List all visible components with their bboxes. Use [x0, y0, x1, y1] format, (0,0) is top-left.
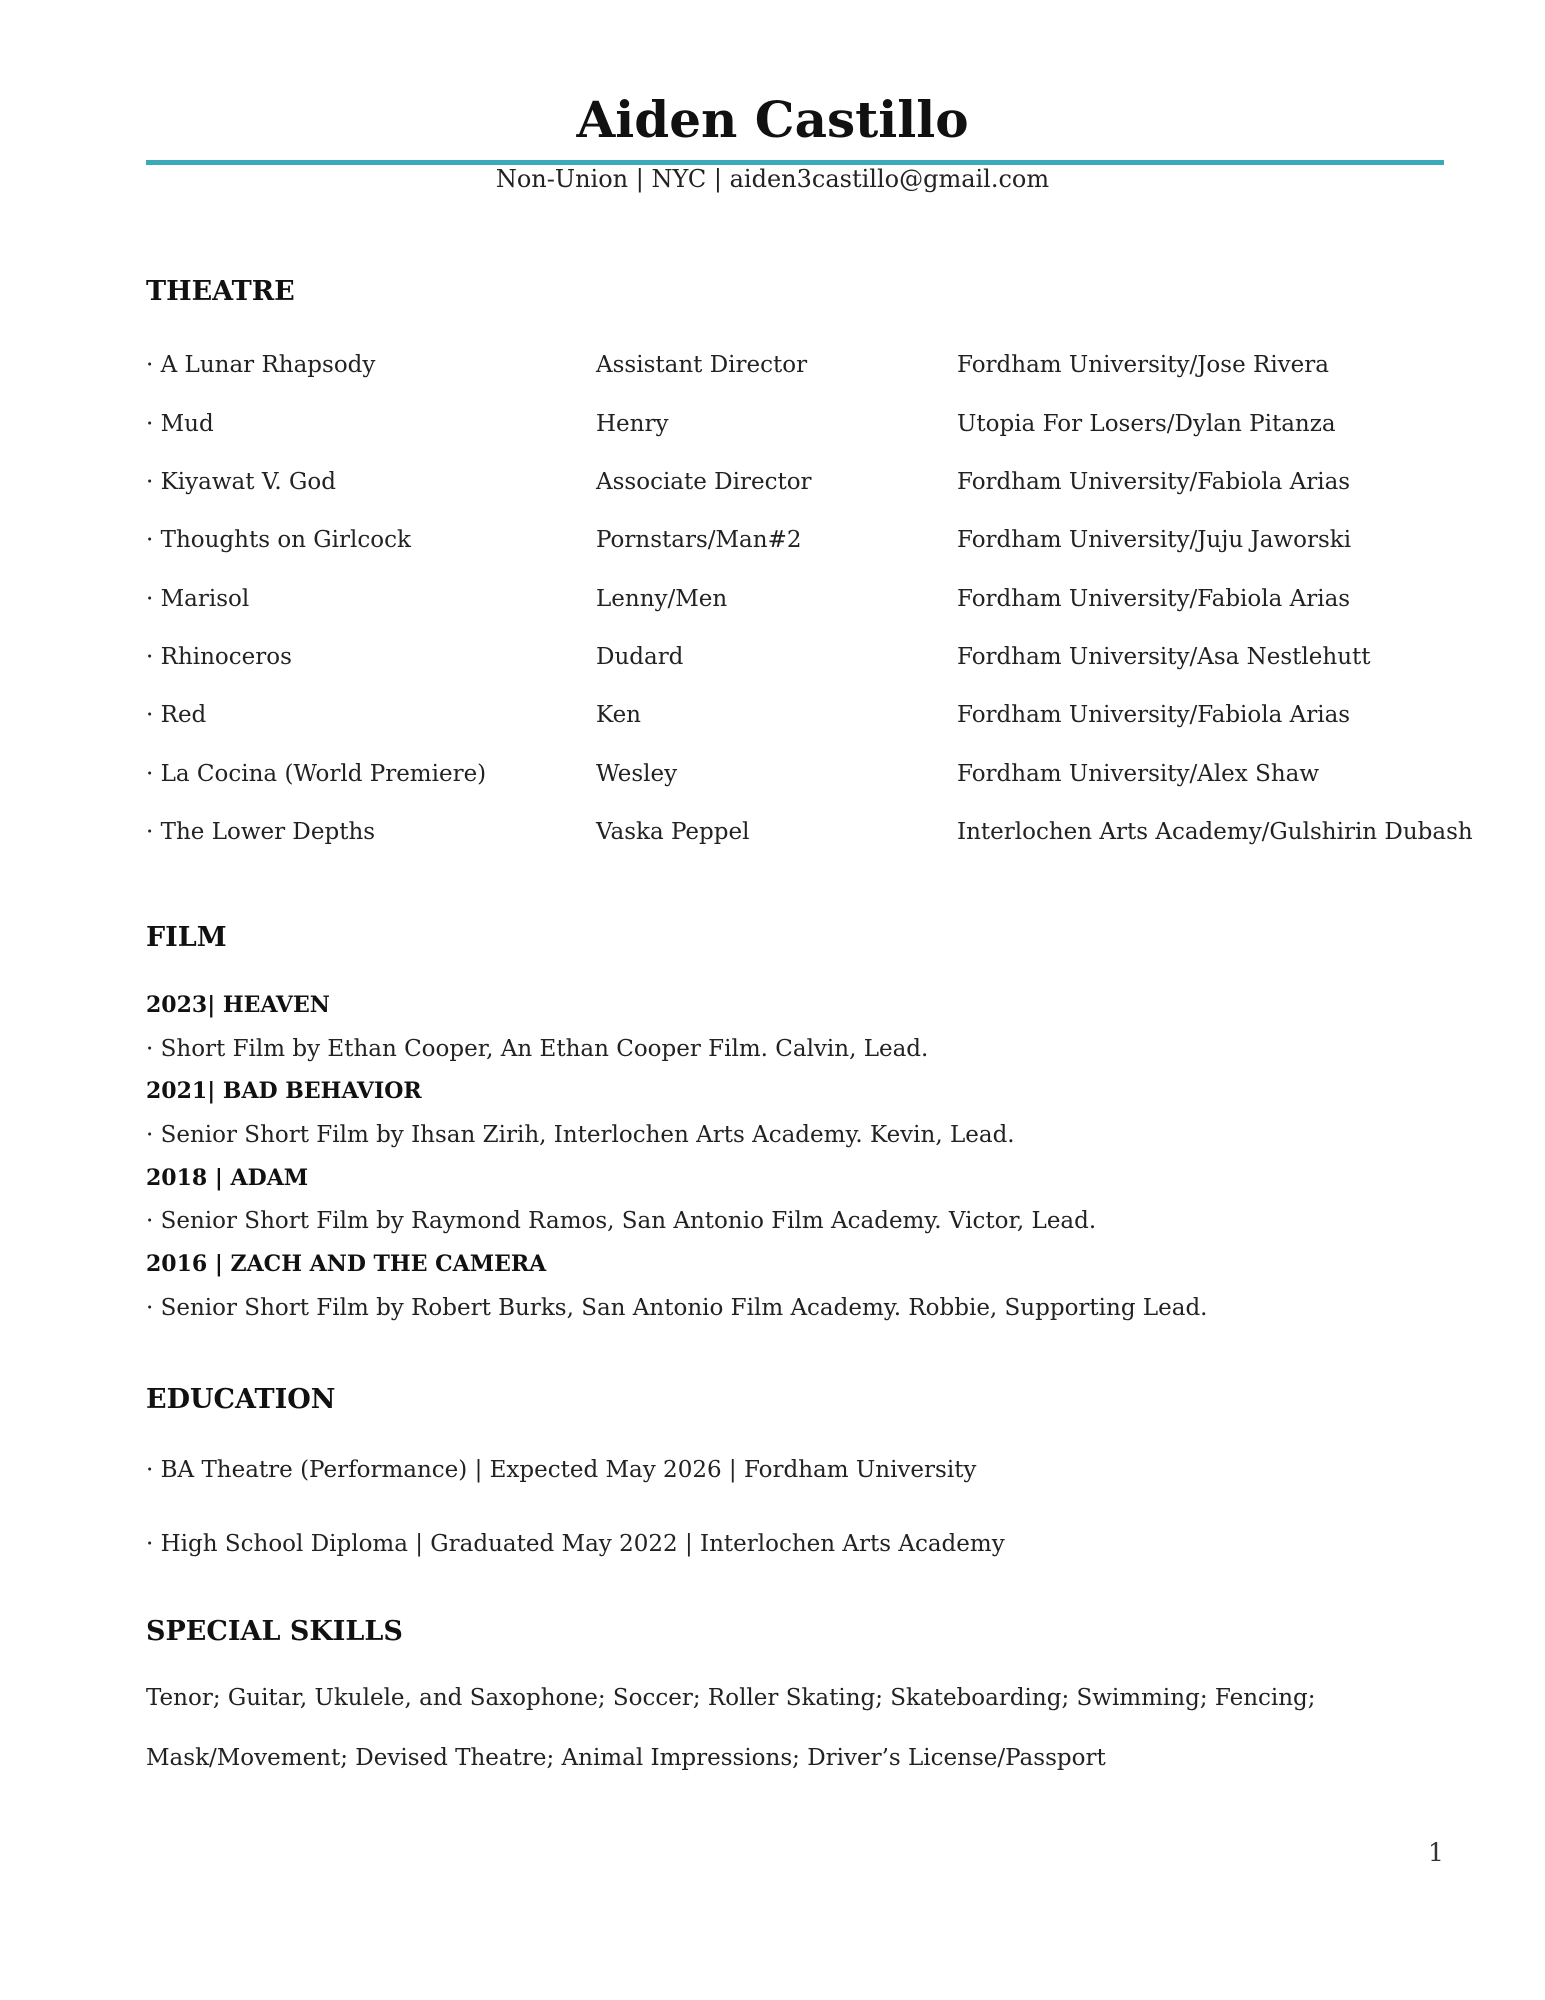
theatre-row [0, 644, 1545, 674]
section-title-education: EDUCATION [146, 1384, 336, 1415]
section-title-theatre: THEATRE [146, 276, 295, 307]
education-item: · BA Theatre (Performance) | Expected May 2026 | Fordham University [146, 1457, 977, 1483]
theatre-role: Ken [596, 702, 641, 728]
theatre-show: · Mud [146, 411, 214, 437]
theatre-company: Fordham University/Fabiola Arias [957, 469, 1351, 495]
theatre-show: · Thoughts on Girlcock [146, 527, 411, 553]
skills-line: Tenor; Guitar, Ukulele, and Saxophone; Soccer; Roller Skating; Skateboarding; Swimming; Fencing; [146, 1685, 1316, 1711]
skills-line: Mask/Movement; Devised Theatre; Animal Impressions; Driver’s License/Passport [146, 1745, 1106, 1771]
theatre-company: Utopia For Losers/Dylan Pitanza [957, 411, 1336, 437]
theatre-role: Henry [596, 411, 669, 437]
theatre-role: Pornstars/Man#2 [596, 527, 802, 553]
theatre-row [0, 702, 1545, 732]
film-heading: 2023| HEAVEN [146, 992, 330, 1018]
theatre-role: Vaska Peppel [596, 819, 750, 845]
page-number: 1 [1428, 1838, 1444, 1867]
theatre-role: Wesley [596, 761, 678, 787]
theatre-show: · Rhinoceros [146, 644, 292, 670]
theatre-role: Dudard [596, 644, 684, 670]
film-heading: 2016 | ZACH AND THE CAMERA [146, 1251, 547, 1277]
theatre-show: · A Lunar Rhapsody [146, 352, 376, 378]
theatre-company: Fordham University/Fabiola Arias [957, 702, 1351, 728]
theatre-show: · The Lower Depths [146, 819, 376, 845]
theatre-company: Fordham University/Juju Jaworski [957, 527, 1352, 553]
theatre-row [0, 761, 1545, 791]
theatre-company: Fordham University/Asa Nestlehutt [957, 644, 1371, 670]
theatre-company: Fordham University/Alex Shaw [957, 761, 1320, 787]
film-description: · Senior Short Film by Robert Burks, San Antonio Film Academy. Robbie, Supporting Lead. [146, 1295, 1208, 1321]
theatre-row [0, 586, 1545, 616]
theatre-company: Fordham University/Jose Rivera [957, 352, 1329, 378]
theatre-row [0, 352, 1545, 382]
theatre-role: Assistant Director [596, 352, 808, 378]
theatre-show: · Kiyawat V. God [146, 469, 336, 495]
theatre-row [0, 469, 1545, 499]
education-item: · High School Diploma | Graduated May 2022 | Interlochen Arts Academy [146, 1531, 1005, 1557]
theatre-role: Associate Director [596, 469, 812, 495]
theatre-role: Lenny/Men [596, 586, 728, 612]
theatre-show: · Red [146, 702, 207, 728]
film-description: · Short Film by Ethan Cooper, An Ethan Cooper Film. Calvin, Lead. [146, 1036, 929, 1062]
theatre-company: Fordham University/Fabiola Arias [957, 586, 1351, 612]
film-description: · Senior Short Film by Ihsan Zirih, Interlochen Arts Academy. Kevin, Lead. [146, 1122, 1015, 1148]
resume-name: Aiden Castillo [576, 90, 969, 149]
section-title-skills: SPECIAL SKILLS [146, 1616, 403, 1647]
theatre-row [0, 411, 1545, 441]
film-heading: 2021| BAD BEHAVIOR [146, 1078, 422, 1104]
theatre-row [0, 527, 1545, 557]
theatre-show: · La Cocina (World Premiere) [146, 761, 487, 787]
theatre-row [0, 819, 1545, 849]
contact-line: Non-Union | NYC | aiden3castillo@gmail.com [495, 165, 1050, 193]
film-heading: 2018 | ADAM [146, 1165, 309, 1191]
film-description: · Senior Short Film by Raymond Ramos, San Antonio Film Academy. Victor, Lead. [146, 1208, 1097, 1234]
theatre-show: · Marisol [146, 586, 250, 612]
theatre-company: Interlochen Arts Academy/Gulshirin Dubash [957, 819, 1473, 845]
section-title-film: FILM [146, 922, 227, 953]
